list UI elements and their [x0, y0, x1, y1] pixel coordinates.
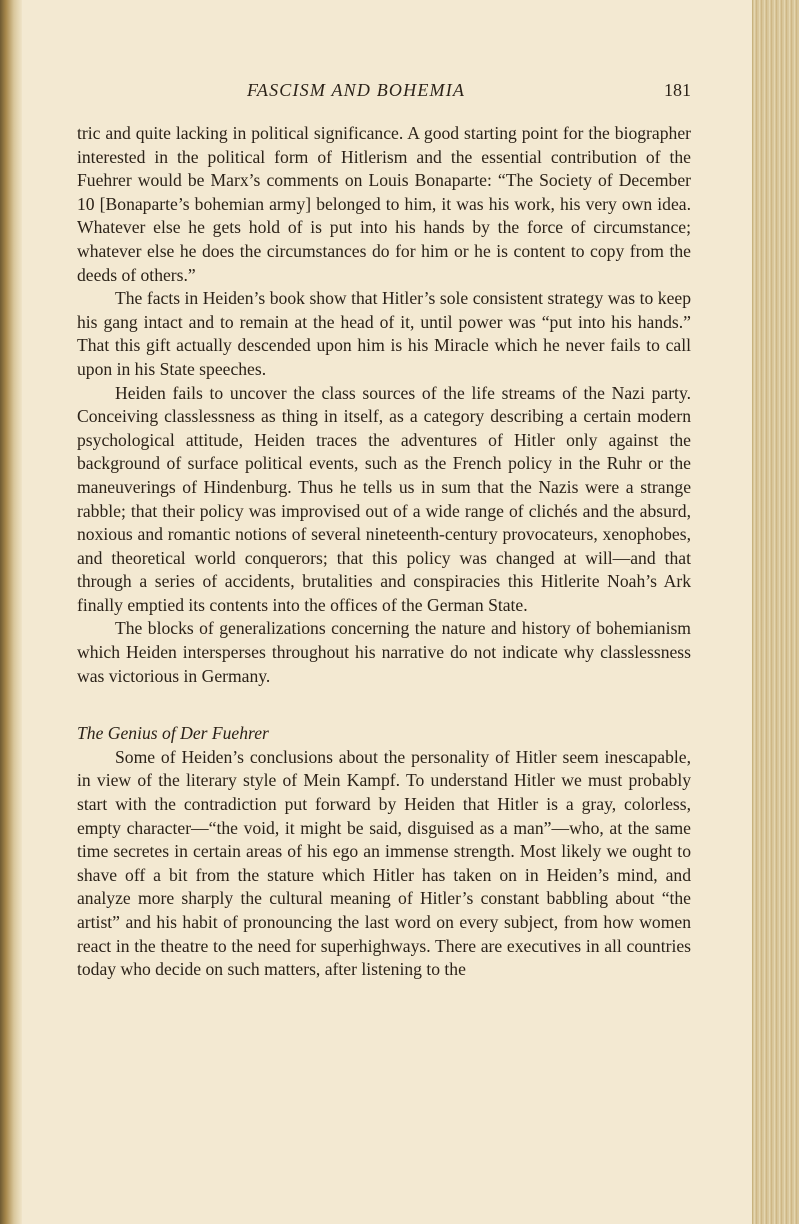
paragraph: tric and quite lacking in political significance. A good starting point for the biographer interested in the political form of Hitlerism and the essential contribution of the Fuehrer would be Marx’s comments on Louis Bonaparte: “The Society of December 10 [Bonaparte’s bohemian army] belonged to him, it was his work, his very own idea. Whatever else he gets hold of is put into his hands by the force of circumstance; whatever else he does the circumstances do for him or he is content to copy from the deeds of others.” [77, 123, 691, 285]
book-page [22, 0, 753, 1224]
section-heading: The Genius of Der Fuehrer [77, 723, 269, 744]
paragraph: Some of Heiden’s conclusions about the personality of Hitler seem inescapable, in view of the literary style of Mein Kampf. To understand Hitler we must probably start with the contradiction put forward by Heiden that Hitler is a gray, colorless, empty character—“the void, it might be said, disguised as a man”—who, at the same time secretes in certain areas of his ego an immense strength. Most likely we ought to shave off a bit from the stature which Hitler has taken on in Heiden’s mind, and analyze more sharply the cultural meaning of Hitler’s constant babbling about “the artist” and his habit of pronouncing the last word on every subject, from how women react in the theatre to the need for superhighways. There are executives in all countries today who decide on such matters, after listening to the [77, 746, 691, 980]
page-fore-edge [752, 0, 799, 1224]
paragraph: Heiden fails to uncover the class sources of the life streams of the Nazi party. Conceiving classlessness as thing in itself, as a category describing a certain modern psychological attitude, Heiden traces the adventures of Hitler only against the background of surface political events, such as the French policy in the Ruhr or the maneuverings of Hindenburg. Thus he tells us in sum that the Nazis were a strange rabble; that their policy was improvised out of a wide range of clichés and the absurd, noxious and romantic notions of several nineteenth-century provocateurs, xenophobes, and theoretical world conquerors; that this policy was changed at will—and that through a series of accidents, brutalities and conspiracies this Hitlerite Noah’s Ark finally emptied its contents into the offices of the German State. [77, 382, 691, 615]
book-spine-shadow [0, 0, 22, 1224]
page-number: 181 [664, 80, 691, 100]
page-header [247, 80, 691, 106]
body-text [77, 122, 691, 982]
paragraph: The blocks of generalizations concerning the nature and history of bohemianism which Heiden intersperses throughout his narrative do not indicate why classlessness was victorious in Germany. [77, 618, 691, 686]
paragraph: The facts in Heiden’s book show that Hitler’s sole consistent strategy was to keep his gang intact and to remain at the head of it, until power was “put into his hands.” That this gift actually descended upon him is his Miracle which he never fails to call upon in his State speeches. [77, 288, 691, 379]
running-title: FASCISM AND BOHEMIA [247, 80, 466, 100]
